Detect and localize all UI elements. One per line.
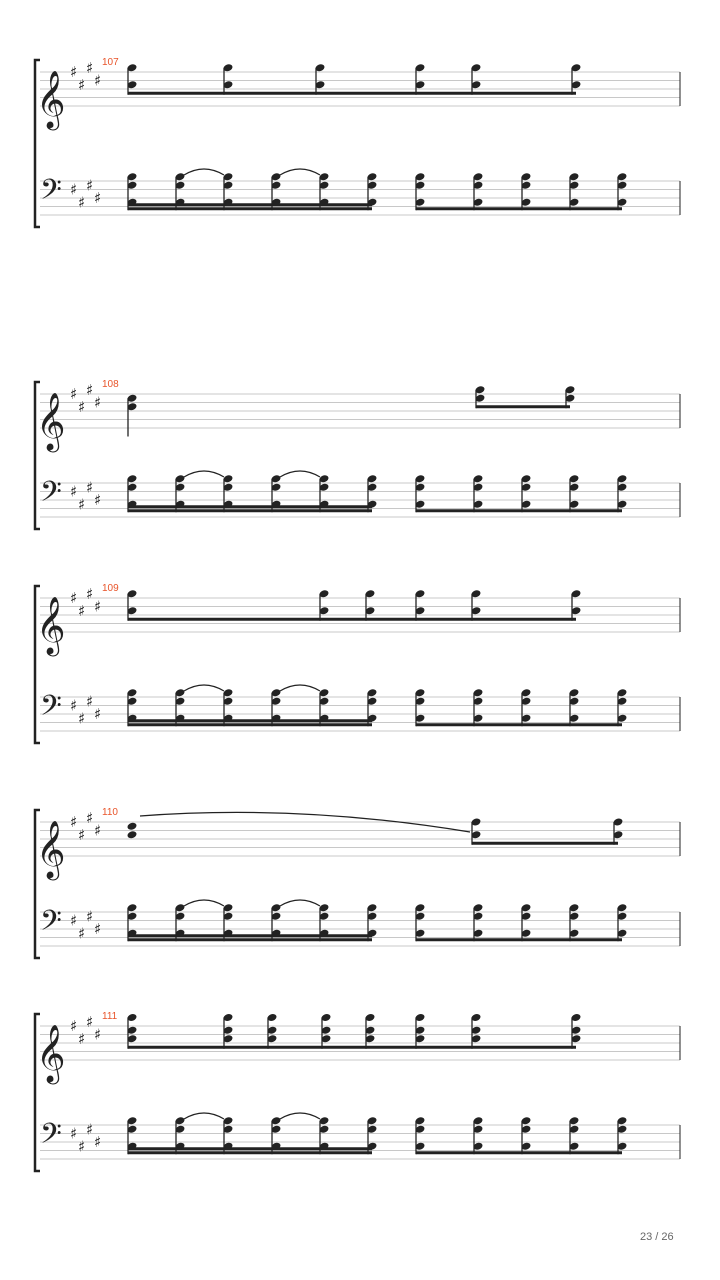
sharp-glyph: ♯ (78, 495, 86, 514)
sharp-glyph: ♯ (70, 1017, 78, 1035)
bass-clef-icon: 𝄢 (40, 1117, 62, 1158)
slur (280, 471, 320, 477)
sharp-glyph: ♯ (70, 1124, 78, 1143)
sharp-glyph: ♯ (70, 813, 78, 831)
treble-clef-icon: 𝄞 (36, 820, 66, 878)
sharp-glyph: ♯ (94, 1133, 102, 1151)
sharp-glyph: ♯ (94, 189, 102, 207)
sharp-glyph: ♯ (70, 180, 78, 199)
beam (128, 1147, 372, 1150)
system-2 (35, 379, 680, 529)
sharp-glyph: ♯ (78, 601, 86, 620)
bass-clef-icon: 𝄢 (40, 904, 62, 945)
beam (128, 719, 372, 722)
sharp-glyph: ♯ (70, 385, 78, 403)
slur (280, 169, 320, 175)
system-3 (35, 583, 680, 743)
system-5 (35, 1011, 680, 1171)
beam (128, 1151, 372, 1154)
beam (128, 1046, 576, 1049)
system-1 (35, 57, 680, 227)
sharp-glyph: ♯ (86, 907, 94, 926)
sharp-glyph: ♯ (94, 71, 102, 90)
slur (184, 900, 224, 906)
measure-number: 109 (102, 583, 119, 594)
sharp-glyph: ♯ (86, 176, 94, 195)
beam (128, 618, 576, 621)
treble-clef-icon: 𝄞 (36, 70, 66, 128)
sharp-glyph: ♯ (86, 58, 94, 77)
sharp-glyph: ♯ (94, 1025, 102, 1044)
sharp-glyph: ♯ (94, 491, 102, 509)
sharp-glyph: ♯ (70, 482, 78, 501)
beam (416, 509, 622, 512)
slur (184, 169, 224, 175)
beam (128, 92, 576, 95)
sharp-glyph: ♯ (78, 709, 86, 728)
sharp-glyph: ♯ (70, 696, 78, 715)
sharp-glyph: ♯ (94, 920, 102, 938)
page-number: 23 / 26 (640, 1231, 674, 1243)
sharp-glyph: ♯ (86, 584, 94, 603)
sharp-glyph: ♯ (78, 75, 86, 94)
beam (416, 1151, 622, 1154)
bass-clef-icon: 𝄢 (40, 173, 62, 214)
slur (280, 1113, 320, 1119)
beam (416, 723, 622, 726)
sharp-glyph: ♯ (94, 393, 102, 412)
sharp-glyph: ♯ (86, 380, 94, 399)
beam (128, 505, 372, 508)
sharp-glyph: ♯ (78, 1137, 86, 1156)
sharp-glyph: ♯ (94, 705, 102, 723)
sharp-glyph: ♯ (86, 808, 94, 827)
sharp-glyph: ♯ (78, 825, 86, 844)
bass-clef-icon: 𝄢 (40, 689, 62, 730)
beam (128, 938, 372, 941)
beam (128, 207, 372, 210)
beam (416, 938, 622, 941)
sharp-glyph: ♯ (86, 1012, 94, 1031)
measure-number: 111 (102, 1011, 118, 1022)
measure-number: 110 (102, 807, 118, 818)
sharp-glyph: ♯ (78, 193, 86, 212)
sharp-glyph: ♯ (70, 63, 78, 81)
sharp-glyph: ♯ (94, 597, 102, 616)
slur (184, 1113, 224, 1119)
sharp-glyph: ♯ (86, 692, 94, 711)
sharp-glyph: ♯ (86, 478, 94, 497)
notehead (127, 822, 138, 831)
beam (128, 934, 372, 937)
measure-number: 107 (102, 57, 119, 68)
beam (416, 207, 622, 210)
system-4 (35, 807, 680, 958)
notehead (127, 830, 138, 839)
treble-clef-icon: 𝄞 (36, 1024, 66, 1082)
measure-number: 108 (102, 379, 119, 390)
sharp-glyph: ♯ (86, 1120, 94, 1139)
sharp-glyph: ♯ (70, 911, 78, 930)
slur (280, 900, 320, 906)
sharp-glyph: ♯ (94, 821, 102, 840)
sharp-glyph: ♯ (78, 1029, 86, 1048)
bass-clef-icon: 𝄢 (40, 475, 62, 516)
beam (128, 203, 372, 206)
slur (184, 471, 224, 477)
slur (184, 685, 224, 691)
beam (128, 723, 372, 726)
beam (476, 405, 570, 408)
beam (128, 509, 372, 512)
slur (280, 685, 320, 691)
sharp-glyph: ♯ (70, 589, 78, 607)
treble-clef-icon: 𝄞 (36, 392, 66, 450)
treble-clef-icon: 𝄞 (36, 596, 66, 654)
beam (472, 842, 618, 845)
sharp-glyph: ♯ (78, 924, 86, 943)
sharp-glyph: ♯ (78, 397, 86, 416)
